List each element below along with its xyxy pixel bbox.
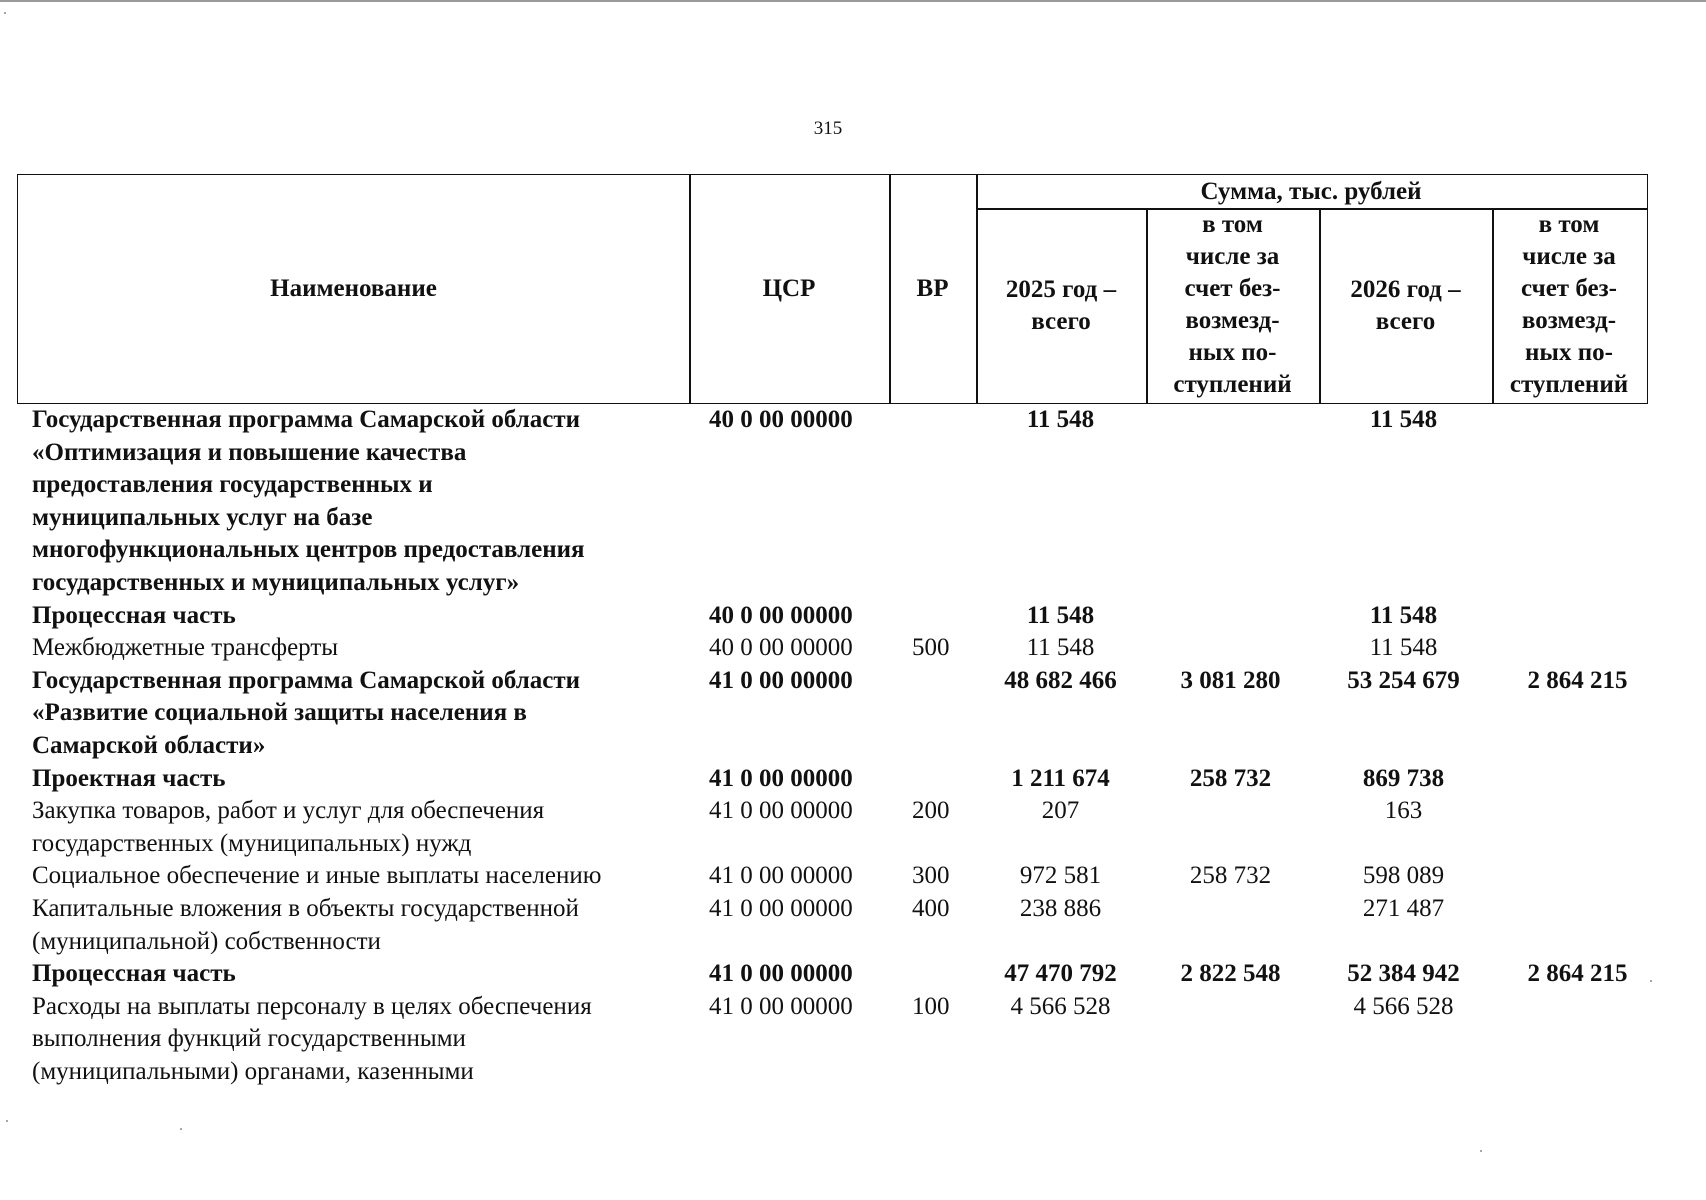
row-name-line: (муниципальными) органами, казенными [32, 1057, 474, 1085]
header-line: ных по- [1525, 339, 1613, 366]
row-name [17, 795, 687, 860]
row-2025-total: 1 211 674 [1011, 764, 1110, 792]
header-line: возмезд- [1185, 307, 1280, 334]
header-2026-incl [1492, 208, 1646, 403]
row-csr: 41 0 00 00000 [709, 992, 853, 1020]
header-line: возмезд- [1521, 307, 1617, 334]
table-row [17, 795, 1648, 860]
row-name-line: государственных и муниципальных услуг» [32, 568, 520, 596]
row-name-line: предоставления государственных и [32, 471, 433, 499]
row-name [17, 632, 687, 665]
row-2025-incl: 3 081 280 [1180, 666, 1281, 694]
table-row [17, 958, 1648, 991]
header-line: счет без- [1184, 275, 1281, 302]
row-name-line: Самарской области» [32, 731, 266, 759]
header-line: в том [1538, 211, 1600, 238]
row-2026-total: 869 738 [1362, 764, 1445, 792]
header-line: ступлений [1509, 371, 1629, 398]
table-header [17, 174, 1648, 404]
header-2025-incl [1146, 208, 1319, 403]
row-name-line: многофункциональных центров предоставления [32, 536, 585, 564]
table-row [17, 893, 1648, 958]
header-2026-total [1319, 208, 1492, 403]
row-name-line: Капитальные вложения в объекты государственной [32, 894, 579, 922]
row-name-line: Межбюджетные трансферты [32, 634, 339, 662]
row-name-line: Закупка товаров, работ и услуг для обеспечения [32, 797, 545, 825]
row-name-line: Социальное обеспечение и иные выплаты населению [32, 862, 602, 890]
row-2025-total: 238 886 [1019, 894, 1102, 922]
row-name [17, 860, 687, 893]
header-line: ступлений [1173, 371, 1292, 398]
table-row [17, 600, 1648, 633]
row-2026-incl: 2 864 215 [1527, 666, 1628, 694]
table-row [17, 632, 1648, 665]
row-2026-total: 163 [1384, 797, 1423, 825]
header-sum: Сумма, тыс. рублей [1200, 177, 1422, 205]
row-vr: 200 [912, 797, 950, 825]
row-2026-total: 11 548 [1369, 634, 1438, 662]
row-2026-total: 11 548 [1369, 601, 1438, 629]
row-2025-incl: 2 822 548 [1180, 960, 1281, 988]
row-vr: 400 [912, 894, 950, 922]
header-line: счет без- [1521, 275, 1617, 302]
row-2025-total: 47 470 792 [1004, 960, 1117, 988]
row-csr: 40 0 00 00000 [709, 601, 853, 629]
header-line: 2026 год – [1350, 275, 1461, 303]
row-csr: 41 0 00 00000 [709, 666, 853, 694]
row-2025-total: 11 548 [1026, 406, 1095, 433]
header-vr: ВР [916, 275, 949, 302]
row-2026-total: 4 566 528 [1353, 992, 1454, 1020]
row-name-line: Государственная программа Самарской области [32, 406, 581, 433]
row-csr: 41 0 00 00000 [709, 764, 853, 792]
scan-speck [180, 1128, 182, 1130]
row-2025-incl: 258 732 [1189, 764, 1272, 792]
table-row [17, 991, 1648, 1089]
table-row [17, 404, 1648, 600]
row-csr: 41 0 00 00000 [709, 797, 853, 825]
row-name-line: (муниципальной) собственности [32, 927, 381, 955]
row-name [17, 991, 687, 1089]
table-body [17, 404, 1648, 1088]
scan-speck [4, 12, 6, 14]
header-csr: ЦСР [762, 275, 816, 302]
row-name [17, 893, 687, 958]
row-vr: 300 [912, 862, 950, 890]
row-2026-incl: 2 864 215 [1527, 960, 1628, 988]
header-line: всего [1031, 307, 1091, 335]
row-2025-total: 4 566 528 [1010, 992, 1111, 1020]
row-csr: 41 0 00 00000 [709, 894, 853, 922]
row-2025-total: 11 548 [1026, 634, 1095, 662]
row-vr: 500 [912, 634, 950, 662]
row-2026-total: 598 089 [1362, 862, 1445, 890]
row-2025-incl: 258 732 [1189, 862, 1272, 890]
table-row [17, 763, 1648, 796]
row-name [17, 404, 687, 600]
row-name [17, 958, 687, 991]
row-2025-total: 48 682 466 [1004, 666, 1117, 694]
row-vr: 100 [912, 992, 950, 1020]
row-name-line: Процессная часть [32, 601, 236, 629]
scan-top-edge [0, 0, 1706, 2]
page-number: 315 [813, 118, 843, 139]
table-row [17, 860, 1648, 893]
row-2025-total: 11 548 [1026, 601, 1095, 629]
header-line: числе за [1185, 243, 1280, 270]
row-name [17, 600, 687, 633]
row-csr: 41 0 00 00000 [709, 862, 853, 890]
row-csr: 41 0 00 00000 [709, 960, 853, 988]
table-row [17, 665, 1648, 763]
row-csr: 40 0 00 00000 [709, 406, 853, 433]
header-line: 2025 год – [1005, 275, 1117, 303]
row-name-line: «Развитие социальной защиты населения в [32, 699, 527, 727]
row-name-line: Процессная часть [32, 960, 236, 988]
row-name-line: государственных (муниципальных) нужд [32, 829, 472, 857]
scan-speck [1480, 1150, 1482, 1152]
row-name-line: Расходы на выплаты персоналу в целях обеспечения [32, 992, 592, 1020]
row-name [17, 665, 687, 763]
row-name-line: «Оптимизация и повышение качества [32, 438, 467, 466]
row-name-line: выполнения функций государственными [32, 1025, 466, 1053]
header-name: Наименование [270, 275, 437, 302]
header-line: всего [1375, 307, 1436, 335]
row-name-line: Государственная программа Самарской области [32, 666, 581, 694]
header-line: ных по- [1188, 339, 1277, 366]
header-line: в том [1202, 211, 1263, 238]
scan-speck [6, 1120, 8, 1122]
row-name [17, 763, 687, 796]
row-name-line: Проектная часть [32, 764, 226, 792]
header-line: числе за [1522, 243, 1616, 270]
row-name-line: муниципальных услуг на базе [32, 503, 373, 531]
header-2025-total [976, 208, 1146, 403]
row-2025-total: 207 [1041, 797, 1080, 825]
row-2026-total: 11 548 [1369, 406, 1438, 433]
row-2026-total: 52 384 942 [1347, 960, 1460, 988]
scan-speck [1650, 980, 1652, 982]
row-2026-total: 53 254 679 [1347, 666, 1460, 694]
row-2026-total: 271 487 [1362, 894, 1445, 922]
row-csr: 40 0 00 00000 [709, 634, 853, 662]
row-2025-total: 972 581 [1019, 862, 1102, 890]
